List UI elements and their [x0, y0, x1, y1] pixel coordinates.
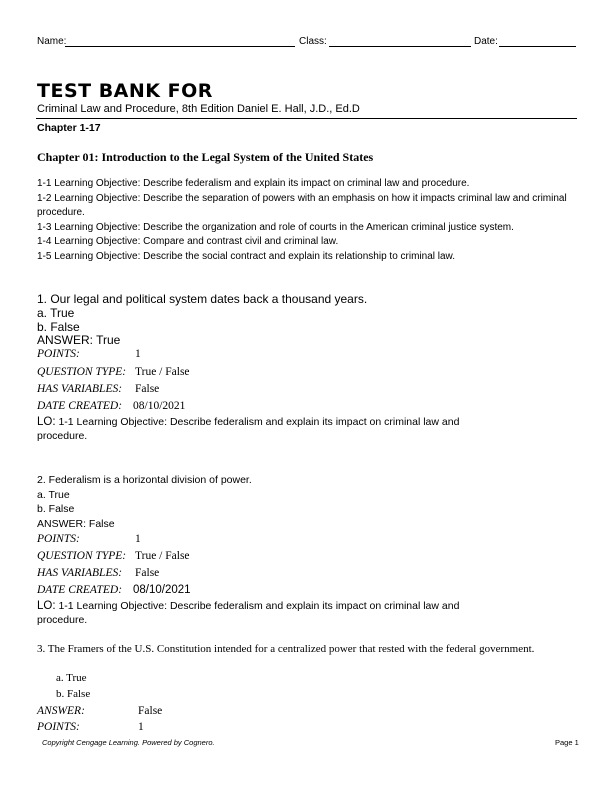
- question-2-lo: [37, 599, 477, 627]
- name-label: Name:: [37, 36, 67, 47]
- question-2-text: 2. Federalism is a horizontal division of power.: [37, 474, 252, 486]
- question-1-type: [37, 366, 190, 378]
- objective-item: 1-5 Learning Objective: Describe the social contract and explain its relationship to criminal law.: [37, 250, 455, 262]
- question-1-date: [37, 400, 185, 412]
- points-label: POINTS:: [37, 533, 80, 545]
- question-3-points: [37, 721, 144, 733]
- variables-value: False: [135, 567, 160, 579]
- date-created-label: DATE CREATED:: [37, 400, 123, 412]
- question-1-points: [37, 348, 141, 360]
- question-1-variables: [37, 383, 159, 395]
- objective-item: 1-1 Learning Objective: Describe federalism and explain its impact on criminal law and procedure.: [37, 178, 470, 189]
- variables-label: HAS VARIABLES:: [37, 567, 123, 579]
- name-field[interactable]: [65, 36, 295, 47]
- lo-text: 1-1 Learning Objective: Describe federalism and explain its impact on criminal law and procedure.: [37, 416, 460, 442]
- points-value: 1: [135, 533, 141, 545]
- question-3-answer: [37, 705, 162, 717]
- points-label: POINTS:: [37, 348, 80, 360]
- lo-label: LO:: [37, 416, 56, 428]
- book-subtitle: Criminal Law and Procedure, 8th Edition Daniel E. Hall, J.D., Ed.D: [37, 103, 360, 115]
- date-created-label: DATE CREATED:: [37, 584, 123, 596]
- objective-item: 1-3 Learning Objective: Describe the organization and role of courts in the American criminal justice system.: [37, 221, 514, 233]
- answer-label: ANSWER:: [37, 705, 85, 717]
- learning-objectives: [37, 177, 577, 264]
- variables-label: HAS VARIABLES:: [37, 383, 123, 395]
- question-1-answer: ANSWER: True: [37, 333, 121, 347]
- date-label: Date:: [474, 36, 498, 47]
- question-3-option-a: a. True: [56, 672, 87, 684]
- type-label: QUESTION TYPE:: [37, 550, 127, 562]
- question-1-option-b: b. False: [37, 320, 80, 334]
- question-2-option-a: a. True: [37, 489, 70, 501]
- chapter-range: Chapter 1-17: [37, 122, 101, 134]
- date-created-value: 08/10/2021: [133, 400, 186, 412]
- answer-value: False: [138, 705, 163, 717]
- points-value: 1: [135, 348, 141, 360]
- lo-label: LO:: [37, 600, 56, 612]
- class-field[interactable]: [329, 36, 471, 47]
- question-2-answer: ANSWER: False: [37, 518, 115, 530]
- question-1-option-a: a. True: [37, 306, 75, 320]
- page-title: TEST BANK FOR: [37, 80, 213, 102]
- type-value: True / False: [135, 550, 190, 562]
- points-label: POINTS:: [37, 721, 80, 733]
- question-2-variables: [37, 567, 159, 579]
- page-number: Page 1: [555, 738, 579, 747]
- question-2-date: [37, 584, 191, 596]
- date-field[interactable]: [499, 36, 576, 47]
- question-1-text: 1. Our legal and political system dates back a thousand years.: [37, 292, 368, 306]
- class-label: Class:: [299, 36, 327, 47]
- points-value: 1: [138, 721, 144, 733]
- date-created-value: 08/10/2021: [133, 584, 191, 596]
- copyright-footer: Copyright Cengage Learning. Powered by Cognero.: [42, 738, 215, 747]
- question-3-option-b: b. False: [56, 688, 91, 700]
- question-3-text: 3. The Framers of the U.S. Constitution intended for a centralized power that rested with the federal government.: [37, 643, 535, 655]
- question-2-type: [37, 550, 190, 562]
- objective-item: 1-4 Learning Objective: Compare and contrast civil and criminal law.: [37, 236, 339, 247]
- question-2-points: [37, 533, 141, 545]
- chapter-title: Chapter 01: Introduction to the Legal System of the United States: [37, 150, 374, 164]
- question-2-option-b: b. False: [37, 503, 75, 515]
- objective-item: 1-2 Learning Objective: Describe the separation of powers with an emphasis on how it impacts criminal law and criminal procedure.: [37, 192, 567, 218]
- title-divider: [36, 118, 577, 119]
- variables-value: False: [135, 383, 160, 395]
- type-value: True / False: [135, 366, 190, 378]
- type-label: QUESTION TYPE:: [37, 366, 127, 378]
- question-1-lo: [37, 415, 477, 443]
- lo-text: 1-1 Learning Objective: Describe federalism and explain its impact on criminal law and procedure.: [37, 600, 460, 626]
